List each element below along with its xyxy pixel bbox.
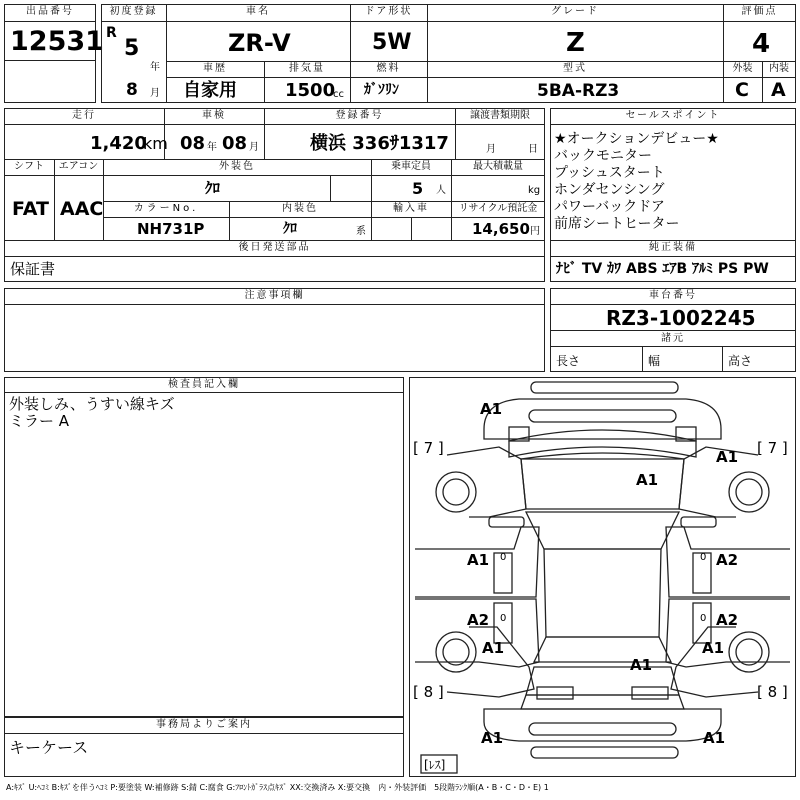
sales-point: バックモニター: [554, 148, 652, 164]
ext-color-label: 外装色: [219, 161, 255, 172]
aircon-label: エアコン: [58, 161, 99, 172]
spare-tire-label: [ﾚｽ]: [424, 758, 446, 772]
sales-point: ホンダセンシング: [554, 182, 665, 198]
car-history: 自家用: [183, 80, 237, 101]
era-prefix: R: [106, 25, 117, 41]
tire-depth-rear-left: [ 8 ]: [413, 683, 444, 701]
series-unit: 系: [356, 226, 366, 237]
score-label: 評価点: [741, 6, 778, 17]
shift-label: シフト: [14, 161, 44, 172]
sales-point: プッシュスタート: [554, 165, 665, 181]
reg-year: 5: [124, 36, 140, 61]
legend: A:ｷｽﾞ U:ﾍｺﾐ B:ｷｽﾞを伴うﾍｺﾐ P:要塗装 W:補修跡 S:錆 C:腐食 G:ﾌﾛﾝﾄｶﾞﾗｽ点ｷｽﾞ XX:交換済み X:要交換 内・外装評価 5段階ﾗﾝｸ順(A・B・C・D・E) 1: [6, 783, 549, 792]
damage-mark-rear-door-right: A2: [716, 611, 739, 629]
year-unit: 年: [150, 62, 160, 73]
zero-mark: 0: [700, 552, 707, 563]
exterior-label: 外装: [732, 63, 753, 74]
score: 4: [752, 29, 771, 59]
genuine-equipment: ﾅﾋﾞ TV ｶﾜ ABS ｴｱB ｱﾙﾐ PS PW: [556, 261, 769, 277]
inspector-note: 外装しみ、うすい線キズ: [9, 395, 175, 413]
height-label: 高さ: [728, 354, 753, 368]
inspection-year-unit: 年: [207, 142, 217, 153]
deadline-day: 日: [528, 144, 538, 155]
chassis-number: RZ3-1002245: [606, 306, 756, 330]
yen-unit: 円: [530, 226, 540, 237]
exterior-grade: C: [735, 79, 749, 101]
notes-label: 注意事項欄: [244, 290, 305, 301]
car-diagram: [409, 377, 796, 777]
model-code-label: 型式: [563, 63, 587, 74]
interior-label: 内装: [769, 63, 789, 74]
grade: Z: [566, 28, 585, 58]
recycle-label: リサイクル預託金: [458, 203, 538, 214]
inspector-notes-label: 検査員記入欄: [168, 379, 240, 390]
month-unit: 月: [150, 88, 160, 99]
later-parts-label: 後日発送部品: [238, 242, 311, 253]
person-unit: 人: [436, 185, 446, 196]
sales-point: 前席シートヒーター: [554, 216, 680, 232]
import-label: 輸入車: [393, 203, 429, 214]
inspection-month: 08: [222, 133, 248, 154]
damage-mark-rear-fender-right: A1: [702, 639, 725, 657]
door-type: 5W: [372, 30, 412, 55]
zero-mark: 0: [500, 613, 507, 624]
shift: FAT: [12, 198, 49, 220]
history-label: 車歴: [203, 63, 227, 74]
max-load-label: 最大積載量: [473, 161, 523, 172]
interior-grade: A: [771, 79, 786, 101]
damage-mark-front-door-left: A1: [467, 551, 490, 569]
car-name: ZR-V: [228, 29, 291, 57]
zero-mark: 0: [500, 552, 507, 563]
damage-mark-front-door-right: A2: [716, 551, 739, 569]
genuine-equipment-label: 純正装備: [649, 242, 697, 253]
recycle-fee: 14,650: [472, 220, 530, 238]
int-color: ｸﾛ: [283, 221, 297, 237]
sales-point: パワーバックドア: [554, 199, 665, 215]
displacement-label: 排気量: [289, 63, 325, 74]
door-type-label: ドア形状: [364, 6, 413, 17]
chassis-number-label: 車台番号: [649, 290, 697, 301]
damage-mark-rear-fender-left: A1: [482, 639, 505, 657]
int-color-label: 内装色: [282, 203, 318, 214]
inspector-note: ミラー A: [9, 412, 70, 430]
office-notes-label: 事務局よりご案内: [156, 719, 252, 730]
damage-mark-front-right: A1: [716, 448, 739, 466]
tire-depth-front-right: [ 7 ]: [757, 439, 788, 457]
reg-number-label: 登録番号: [335, 110, 384, 121]
model-code: 5BA-RZ3: [537, 81, 620, 101]
aircon: AAC: [60, 198, 104, 220]
kg-unit: kg: [528, 185, 541, 196]
cc-unit: cc: [333, 89, 344, 100]
tire-depth-front-left: [ 7 ]: [413, 439, 444, 457]
deadline-month: 月: [486, 144, 496, 155]
inspection-label: 車検: [202, 110, 226, 121]
zero-mark: 0: [700, 613, 707, 624]
damage-mark-rear-right: A1: [703, 729, 726, 747]
specs-label: 諸元: [661, 333, 685, 344]
capacity-label: 乗車定員: [391, 161, 431, 172]
damage-mark-roof: A1: [630, 656, 653, 674]
mileage-label: 走行: [72, 110, 96, 121]
reg-month: 8: [126, 80, 138, 100]
mileage: 1,420: [90, 133, 147, 154]
sales-point: ★オークションデビュー★: [554, 131, 719, 147]
lot-number: 12531: [10, 26, 104, 57]
damage-mark-rear-left: A1: [481, 729, 504, 747]
width-label: 幅: [648, 354, 661, 368]
grade-label: グレード: [551, 6, 599, 17]
displacement: 1500: [285, 80, 336, 101]
damage-mark-hood: A1: [636, 471, 659, 489]
lot-number-label: 出品番号: [26, 6, 74, 17]
fuel: ｶﾞｿﾘﾝ: [364, 82, 399, 98]
color-number: NH731P: [137, 220, 205, 238]
car-name-label: 車名: [246, 6, 270, 17]
color-no-label: カラーNo.: [133, 203, 199, 214]
fuel-label: 燃料: [376, 63, 401, 74]
km-unit: km: [143, 134, 168, 153]
ext-color: ｸﾛ: [205, 179, 221, 197]
tire-depth-rear-right: [ 8 ]: [757, 683, 788, 701]
capacity: 5: [412, 179, 424, 198]
later-parts: 保証書: [10, 260, 56, 278]
registration-number: 横浜 336ｻ1317: [310, 133, 449, 154]
office-notes: キーケース: [9, 738, 89, 757]
damage-mark-front-left: A1: [480, 400, 503, 418]
damage-mark-rear-door-left: A2: [467, 611, 490, 629]
length-label: 長さ: [556, 354, 581, 368]
first-reg-label: 初度登録: [109, 6, 158, 17]
sales-points-label: セールスポイント: [625, 110, 721, 121]
inspection-month-unit: 月: [249, 142, 259, 153]
transfer-deadline-label: 譲渡書類期限: [470, 110, 530, 121]
inspection-year: 08: [180, 133, 206, 154]
